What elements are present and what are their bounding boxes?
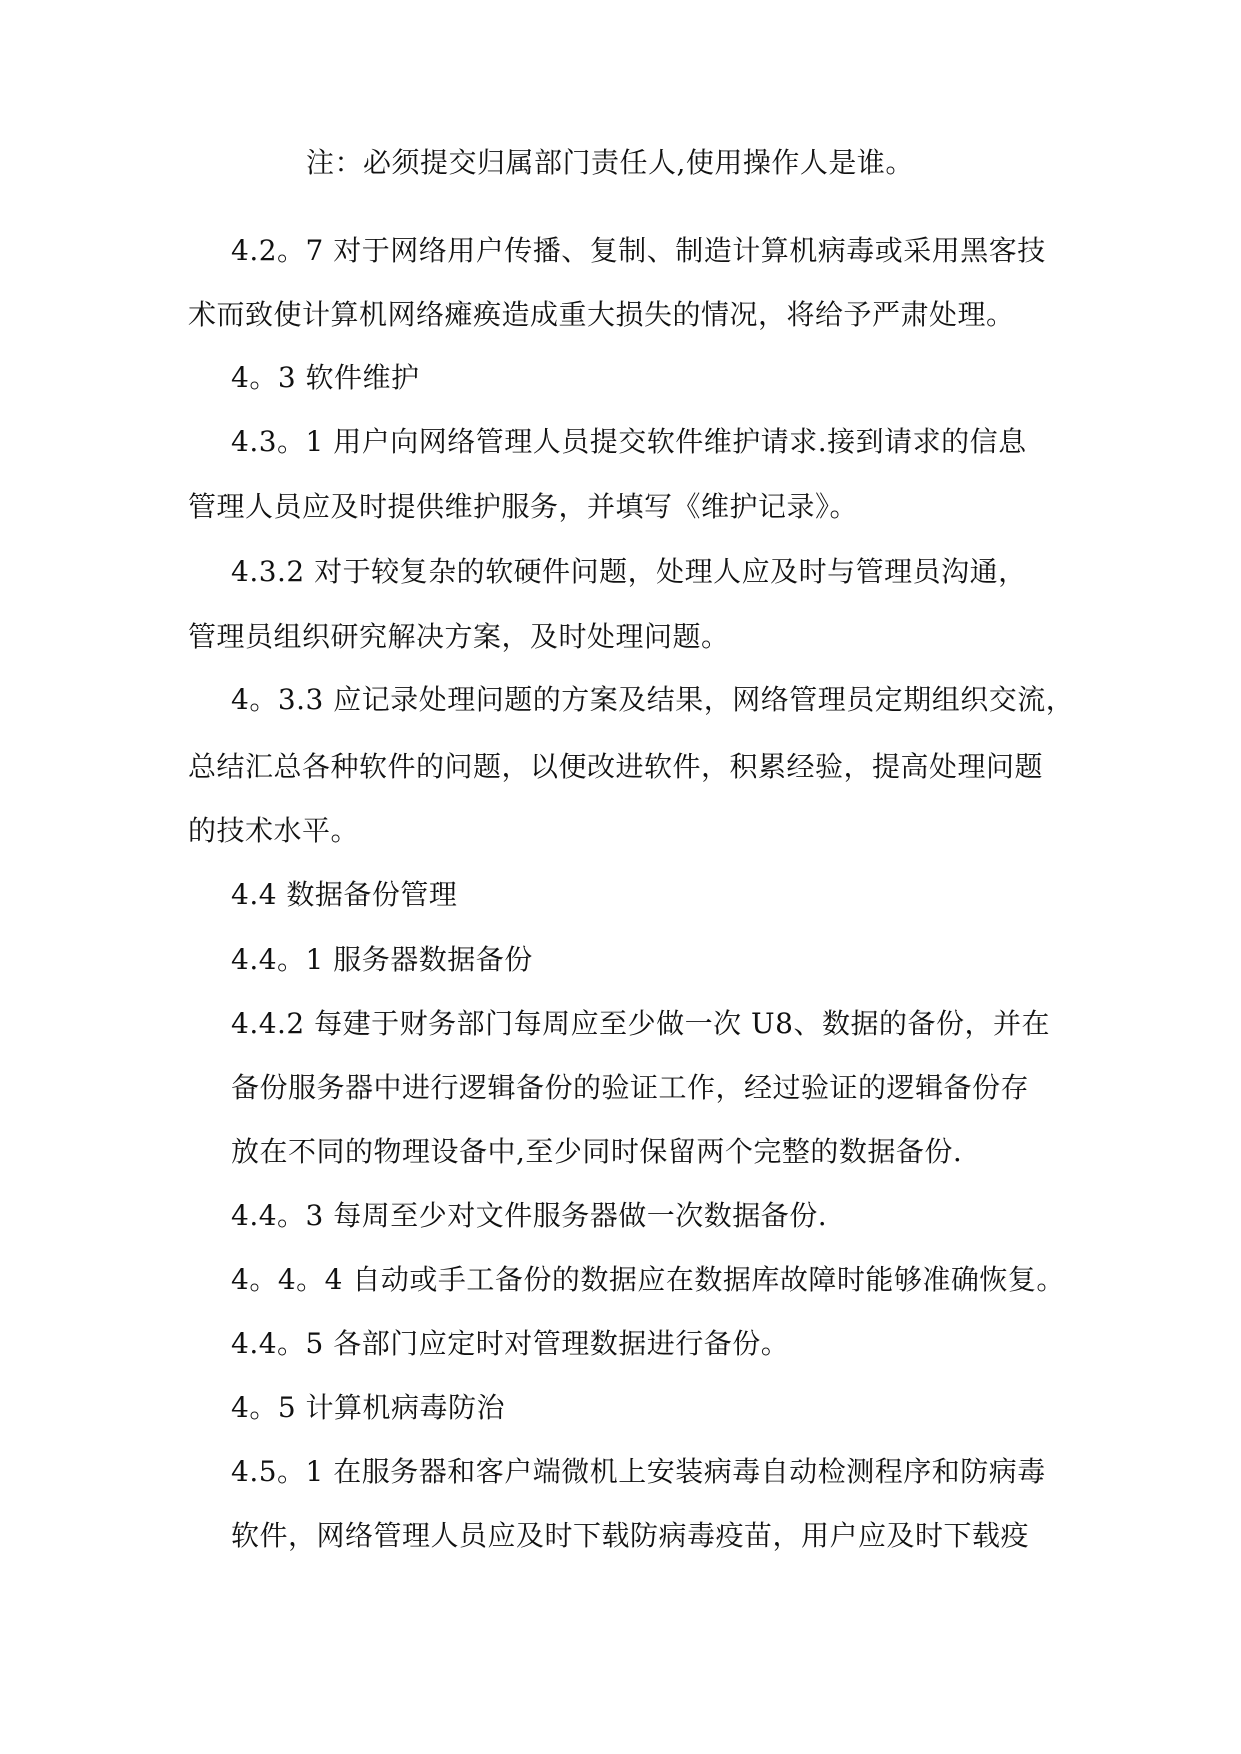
paragraph-line: 4。3.3 应记录处理问题的方案及结果，网络管理员定期组织交流， (231, 683, 1075, 716)
paragraph-line: 管理人员应及时提供维护服务，并填写《维护记录》。 (188, 490, 859, 523)
section-heading: 4。3 软件维护 (231, 361, 420, 394)
paragraph-line: 4.3。1 用户向网络管理人员提交软件维护请求.接到请求的信息 (231, 425, 1027, 458)
paragraph-line: 4.4.2 每建于财务部门每周应至少做一次 U8、数据的备份，并在 (231, 1007, 1050, 1040)
section-heading: 4。5 计算机病毒防治 (231, 1391, 506, 1424)
paragraph-line: 术而致使计算机网络瘫痪造成重大损失的情况，将给予严肃处理。 (188, 298, 1015, 331)
subsection-heading: 4.4。1 服务器数据备份 (231, 943, 533, 976)
paragraph-line: 总结汇总各种软件的问题，以便改进软件，积累经验，提高处理问题 (188, 750, 1044, 783)
paragraph-line: 4.5。1 在服务器和客户端微机上安装病毒自动检测程序和防病毒 (231, 1455, 1046, 1488)
note-line: 注：必须提交归属部门责任人,使用操作人是谁。 (306, 146, 914, 179)
paragraph-line: 软件，网络管理人员应及时下载防病毒疫苗，用户应及时下载疫 (231, 1519, 1030, 1552)
paragraph-line: 放在不同的物理设备中,至少同时保留两个完整的数据备份. (231, 1135, 963, 1168)
paragraph-line: 备份服务器中进行逻辑备份的验证工作，经过验证的逻辑备份存 (231, 1071, 1030, 1104)
paragraph-line: 4.3.2 对于较复杂的软硬件问题，处理人应及时与管理员沟通， (231, 555, 1027, 588)
paragraph-line: 4.4。3 每周至少对文件服务器做一次数据备份. (231, 1199, 828, 1232)
paragraph-line: 管理员组织研究解决方案，及时处理问题。 (188, 620, 730, 653)
paragraph-line: 4。4。4 自动或手工备份的数据应在数据库故障时能够准确恢复。 (231, 1263, 1065, 1296)
section-heading: 4.4 数据备份管理 (231, 878, 458, 911)
paragraph-line: 4.4。5 各部门应定时对管理数据进行备份。 (231, 1327, 790, 1360)
paragraph-line: 的技术水平。 (188, 814, 360, 847)
paragraph-line: 4.2。7 对于网络用户传播、复制、制造计算机病毒或采用黑客技 (231, 234, 1046, 267)
